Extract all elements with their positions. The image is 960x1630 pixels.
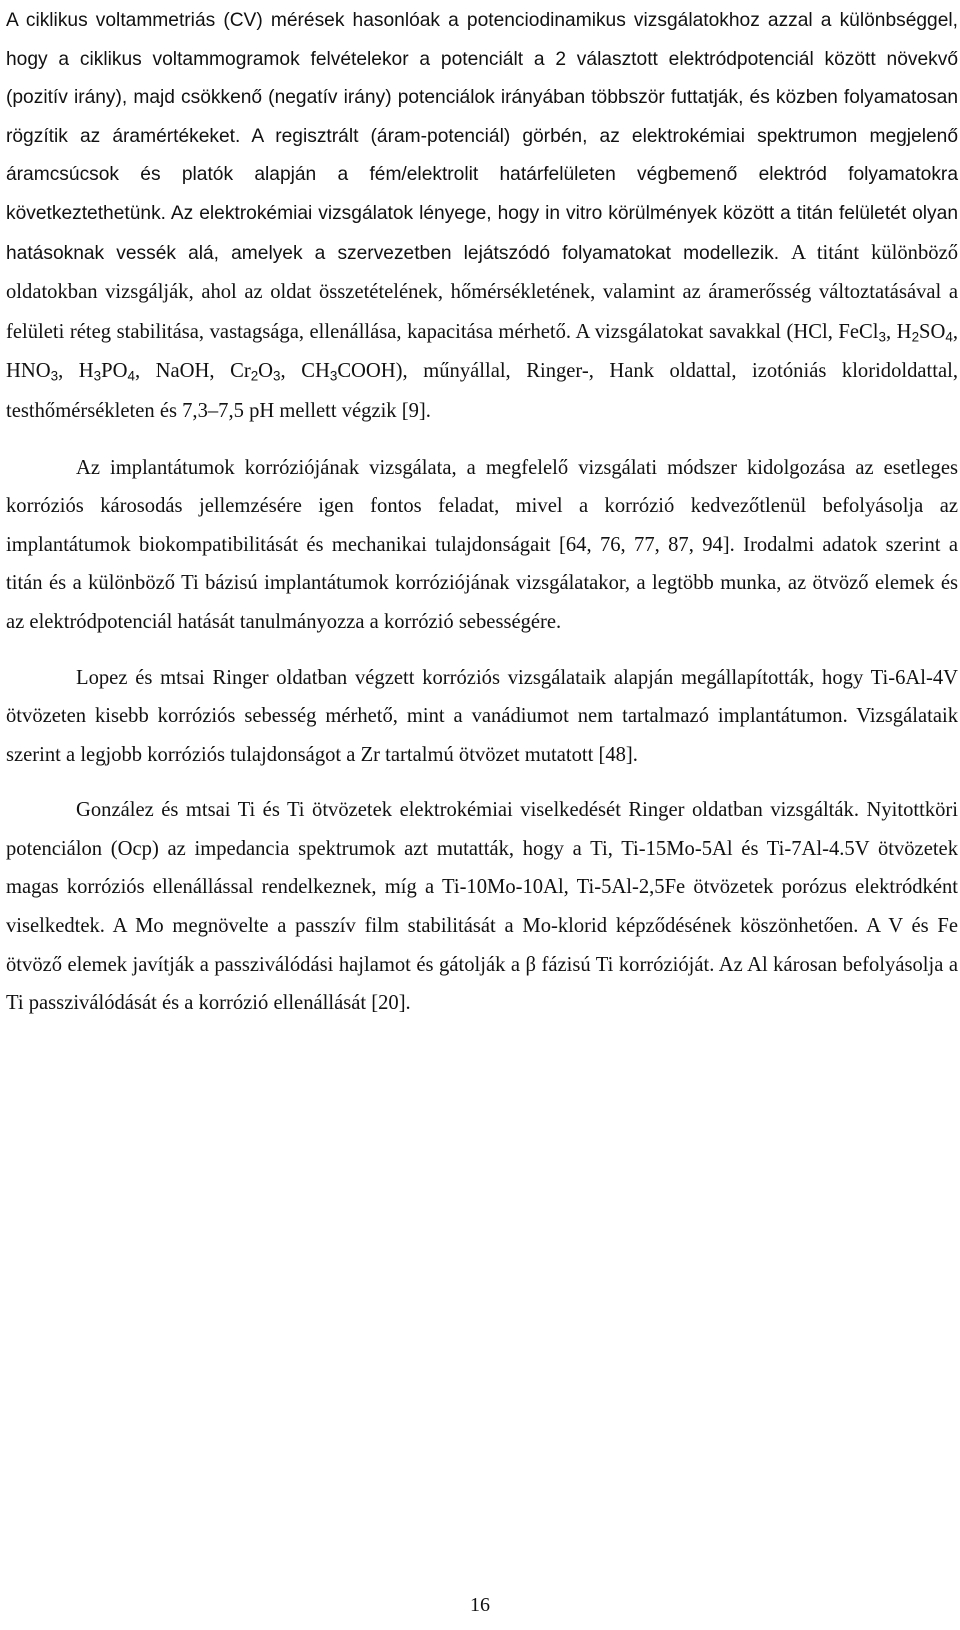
text-run: Lopez és mtsai Ringer oldatban végzett korróziós vizsgálataik alapján megállapították, hogy Ti-6Al-4V ötvözeten kisebb korróziós sebesség mérhető, mint a vanádiumot nem tartalmazó implantátumon. Vizsgálataik szerint a legjobb korróziós tulajdonságot a Zr tartalmú ötvözet mutatott [48]. (6, 666, 958, 766)
text-run: , CH (280, 360, 330, 383)
text-run: Az implantátumok korróziójának vizsgálata, a megfelelő vizsgálati módszer kidolgozása az esetleges korróziós károsodás jellemzésére igen fontos feladat, mivel a korrózió kedvezőtlenül befolyásolja az implantátumok biokompatibilitását és mechanikai tulajdonságait [64, 76, 77, 87, 94]. Irodalmi adatok szerint a titán és a különböző Ti bázisú implantátumok korróziójának vizsgálatakor, a legtöbb munka, az ötvöző elemek és az elektródpotenciál hatását tanulmányozza a korrózió sebességére. (6, 456, 958, 633)
subscript: 3 (878, 329, 886, 345)
subscript: 2 (250, 368, 259, 384)
text-run: , NaOH, Cr (134, 360, 251, 383)
subscript: 3 (93, 368, 102, 384)
paragraph-gonzalez-study (6, 791, 958, 1023)
text-run: COOH), műnyállal, Ringer-, Hank oldattal, izotóniás kloridoldattal, testhőmérsékleten és 7,3–7,5 pH mellett végzik [9]. (6, 360, 958, 422)
subscript: 4 (127, 368, 135, 384)
subscript: 3 (273, 368, 281, 384)
subscript: 3 (329, 368, 338, 384)
text-run: , HNO (6, 320, 959, 383)
text-run: SO (919, 320, 946, 343)
text-run: O (258, 360, 274, 383)
text-run: A ciklikus voltammetriás (CV) mérések hasonlóak a potenciodinamikus vizsgálatokhoz azzal a különbséggel, hogy a ciklikus voltammogramok felvételekor a potenciált a 2 választott elektródpotenciál között növekvő (pozitív irány), majd csökkenő (negatív irány) potenciálok irányában többször futtatják, és közben folyamatosan rögzítik az áramértékeket. A regisztrált (áram-potenciál) görbén, az elektrokémiai spektrumon megjelenő áramcsúcsok és platók alapján a fém/elektrolit határfelületen végbemenő elektród folyamatokra következtethetünk. Az elektrokémiai vizsgálatok lényege, hogy in vitro körülmények között a titán felületét olyan hatásoknak vessék alá, amelyek a szervezetben lejátszódó folyamatokat modellezik. (6, 10, 958, 264)
subscript: 4 (945, 329, 953, 345)
text-run: A titánt különböző oldatokban vizsgálják, ahol az oldat összetételének, hőmérsékletének, valamint az áramerősség változtatásával a felületi réteg stabilitása, vastagsága, ellenállása, kapacitása mérhető. A vizsgálatokat savakkal (HCl, FeCl (6, 241, 959, 343)
body-text (6, 0, 958, 1023)
subscript: 3 (50, 368, 59, 384)
subscript: 2 (911, 329, 920, 345)
paragraph-implant-corrosion (6, 449, 958, 642)
page-number: 16 (470, 1594, 490, 1616)
paragraph-lopez-study (6, 659, 958, 775)
text-run: , H (58, 360, 94, 383)
text-run: , H (885, 320, 912, 343)
text-run: PO (101, 360, 128, 383)
paragraph-cyclic-voltammetry (6, 0, 958, 432)
text-run: González és mtsai Ti és Ti ötvözetek elektrokémiai viselkedését Ringer oldatban vizsgálták. Nyitottköri potenciálon (Ocp) az impedancia spektrumok azt mutatták, hogy a Ti, Ti-15Mo-5Al és Ti-7Al-4.5V ötvözetek magas korróziós ellenállással rendelkeznek, míg a Ti-10Mo-10Al, Ti-5Al-2,5Fe ötvözetek porózus elektródként viselkedtek. A Mo megnövelte a passzív film stabilitását a Mo-klorid képződésének köszönhetően. A V és Fe ötvöző elemek javítják a passziválódási hajlamot és gátolják a β fázisú Ti korrózióját. Az Al károsan befolyásolja a Ti passziválódását és a korrózió ellenállását [20]. (6, 799, 958, 1015)
